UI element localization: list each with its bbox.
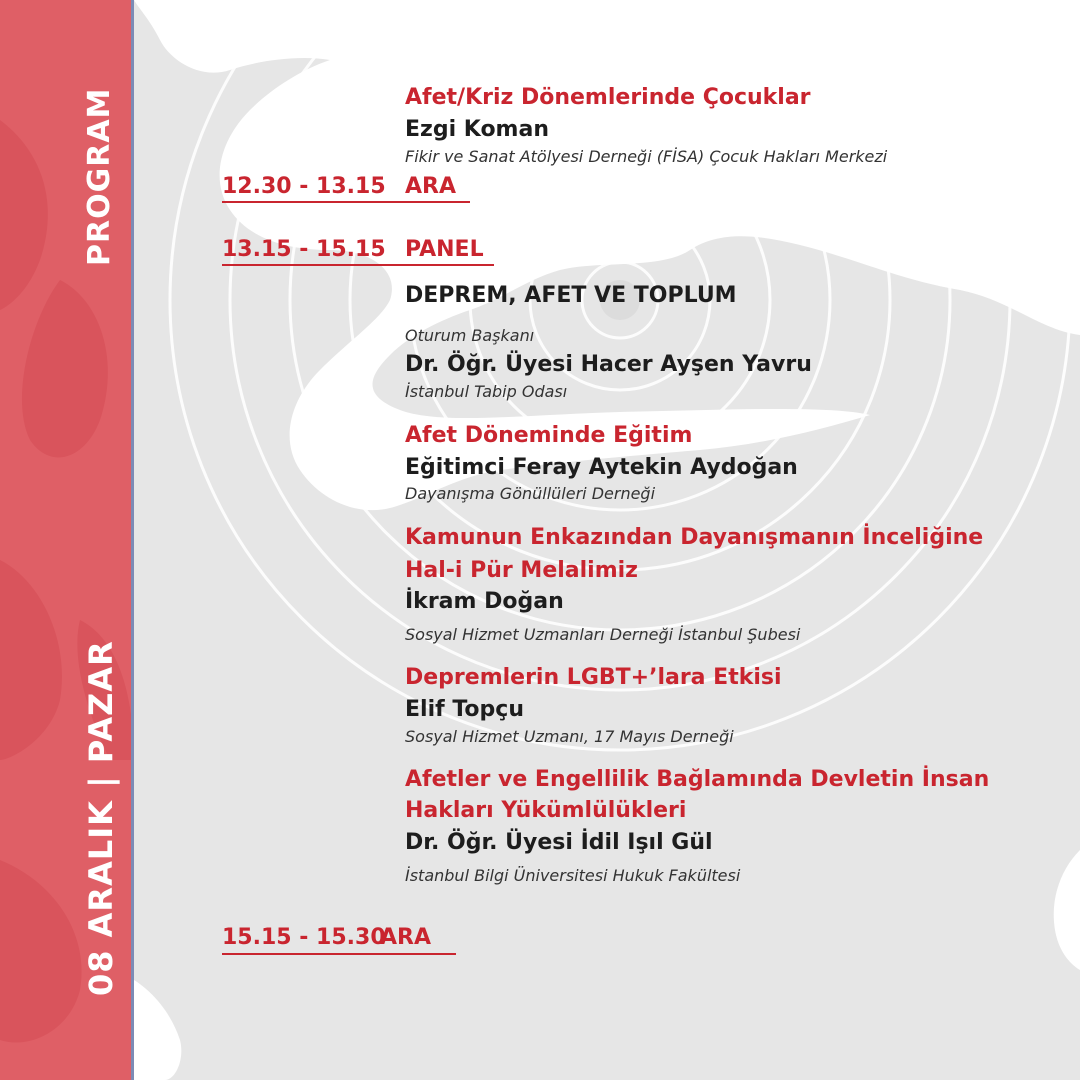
talk2-speaker: Eğitimci Feray Aytekin Aydoğan (405, 455, 798, 480)
talk2-affiliation: Dayanışma Gönüllüleri Derneği (405, 484, 656, 503)
break1-time: 12.30 - 13.15 (222, 174, 386, 199)
sidebar-edge-line (131, 0, 134, 1080)
date-label: 08 ARALIK | PAZAR (82, 640, 120, 996)
talk5-title-line1: Afetler ve Engellilik Bağlamında Devletin İnsan (405, 767, 990, 792)
talk3-title-line2: Hal-i Pür Melalimiz (405, 558, 638, 583)
sidebar-band (0, 0, 134, 1080)
program-label: PROGRAM (82, 87, 117, 266)
talk5-affiliation: İstanbul Bilgi Üniversitesi Hukuk Fakültesi (405, 866, 741, 885)
talk4-title: Depremlerin LGBT+’lara Etkisi (405, 665, 782, 690)
talk3-title-line1: Kamunun Enkazından Dayanışmanın İnceliğine (405, 525, 984, 550)
break1-underline (222, 201, 470, 203)
break1-label: ARA (405, 174, 456, 199)
panel-chair-affiliation: İstanbul Tabip Odası (405, 382, 568, 401)
panel-chair-name: Dr. Öğr. Üyesi Hacer Ayşen Yavru (405, 352, 812, 377)
talk1-speaker: Ezgi Koman (405, 117, 549, 142)
break2-time: 15.15 - 15.30 (222, 925, 386, 950)
talk4-affiliation: Sosyal Hizmet Uzmanı, 17 Mayıs Derneği (405, 727, 734, 746)
talk1-affiliation: Fikir ve Sanat Atölyesi Derneği (FİSA) Çocuk Hakları Merkezi (405, 147, 888, 166)
panel-time: 13.15 - 15.15 (222, 237, 386, 262)
break2-label: ARA (380, 925, 431, 950)
panel-chair-role: Oturum Başkanı (405, 326, 535, 345)
talk1-title: Afet/Kriz Dönemlerinde Çocuklar (405, 85, 811, 110)
talk3-affiliation: Sosyal Hizmet Uzmanları Derneği İstanbul Şubesi (405, 625, 801, 644)
talk4-speaker: Elif Topçu (405, 697, 524, 722)
panel-title: DEPREM, AFET VE TOPLUM (405, 283, 737, 308)
talk2-title: Afet Döneminde Eğitim (405, 423, 693, 448)
talk5-title-line2: Hakları Yükümlülükleri (405, 798, 687, 823)
panel-label: PANEL (405, 237, 484, 262)
break2-underline (222, 953, 456, 955)
panel-underline (222, 264, 494, 266)
talk5-speaker: Dr. Öğr. Üyesi İdil Işıl Gül (405, 830, 713, 855)
talk3-speaker: İkram Doğan (405, 589, 564, 614)
